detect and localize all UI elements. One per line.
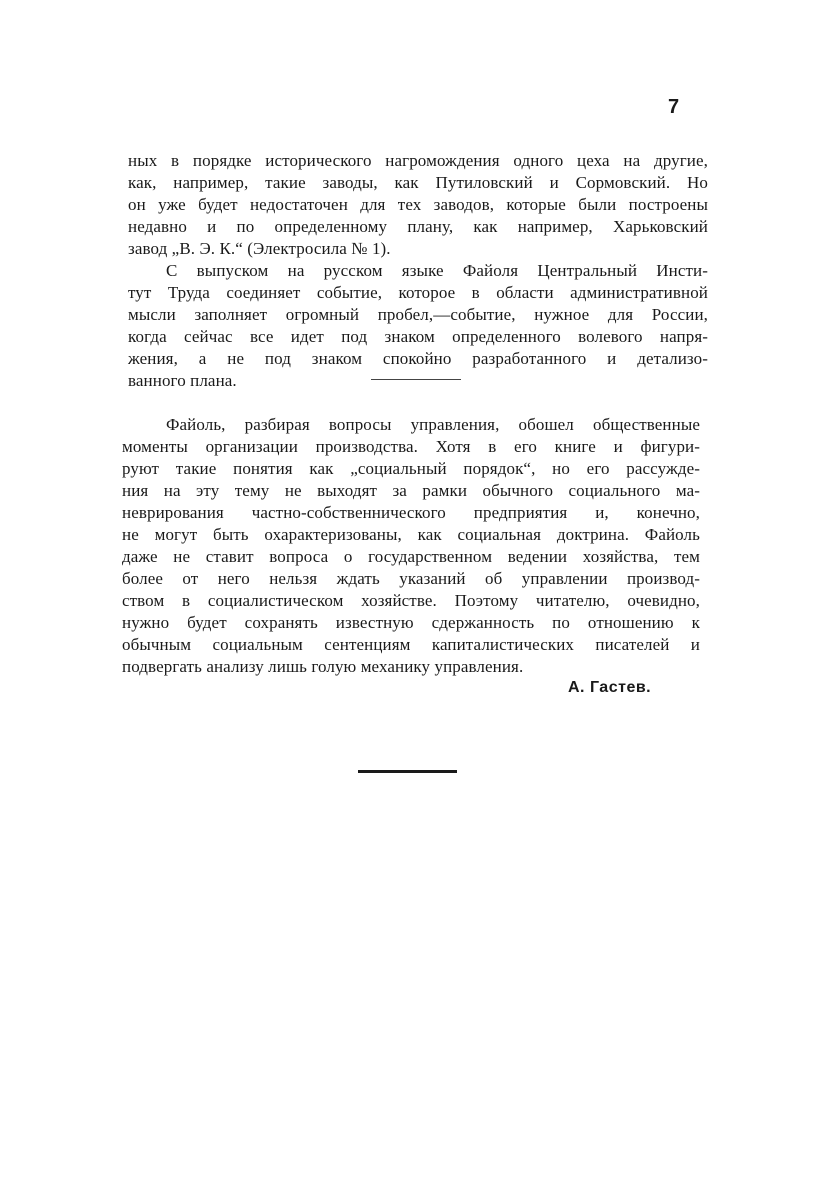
text-line: когда сейчас все идет под знаком определенного волевого напря- <box>128 327 708 346</box>
text-line: ванного плана. <box>128 371 237 390</box>
text-line: не могут быть охарактеризованы, как социальная доктрина. Файоль <box>122 525 700 544</box>
section-divider <box>371 379 461 380</box>
end-rule <box>358 770 457 773</box>
text-line: даже не ставит вопроса о государственном ведении хозяйства, тем <box>122 547 700 566</box>
text-line: нужно будет сохранять известную сдержанность по отношению к <box>122 613 700 632</box>
text-line: мысли заполняет огромный пробел,—событие, нужное для России, <box>128 305 708 324</box>
text-line: более от него нельзя ждать указаний об управлении производ- <box>122 569 700 588</box>
page-number: 7 <box>668 96 680 118</box>
text-line: руют такие понятия как „социальный порядок“, но его рассужде- <box>122 459 700 478</box>
text-line: как, например, такие заводы, как Путиловский и Сормовский. Но <box>128 173 708 192</box>
text-line: недавно и по определенному плану, как например, Харьковский <box>128 217 708 236</box>
text-line: ных в порядке исторического нагромождения одного цеха на другие, <box>128 151 708 170</box>
text-line: Файоль, разбирая вопросы управления, обошел общественные <box>166 415 700 434</box>
text-line: обычным социальным сентенциям капиталистических писателей и <box>122 635 700 654</box>
text-line: С выпуском на русском языке Файоля Центральный Инсти- <box>166 261 708 280</box>
author-signature: А. Гастев. <box>568 679 652 696</box>
text-line: неврирования частно-собственнического предприятия и, конечно, <box>122 503 700 522</box>
text-line: жения, а не под знаком спокойно разработанного и детализо- <box>128 349 708 368</box>
text-line: завод „В. Э. К.“ (Электросила № 1). <box>128 239 391 258</box>
text-line: тут Труда соединяет событие, которое в области административной <box>128 283 708 302</box>
text-line: он уже будет недостаточен для тех заводов, которые были построены <box>128 195 708 214</box>
text-line: моменты организации производства. Хотя в его книге и фигури- <box>122 437 700 456</box>
text-line: ством в социалистическом хозяйстве. Поэтому читателю, очевидно, <box>122 591 700 610</box>
text-line: ния на эту тему не выходят за рамки обычного социального ма- <box>122 481 700 500</box>
text-line: подвергать анализу лишь голую механику управления. <box>122 657 524 676</box>
